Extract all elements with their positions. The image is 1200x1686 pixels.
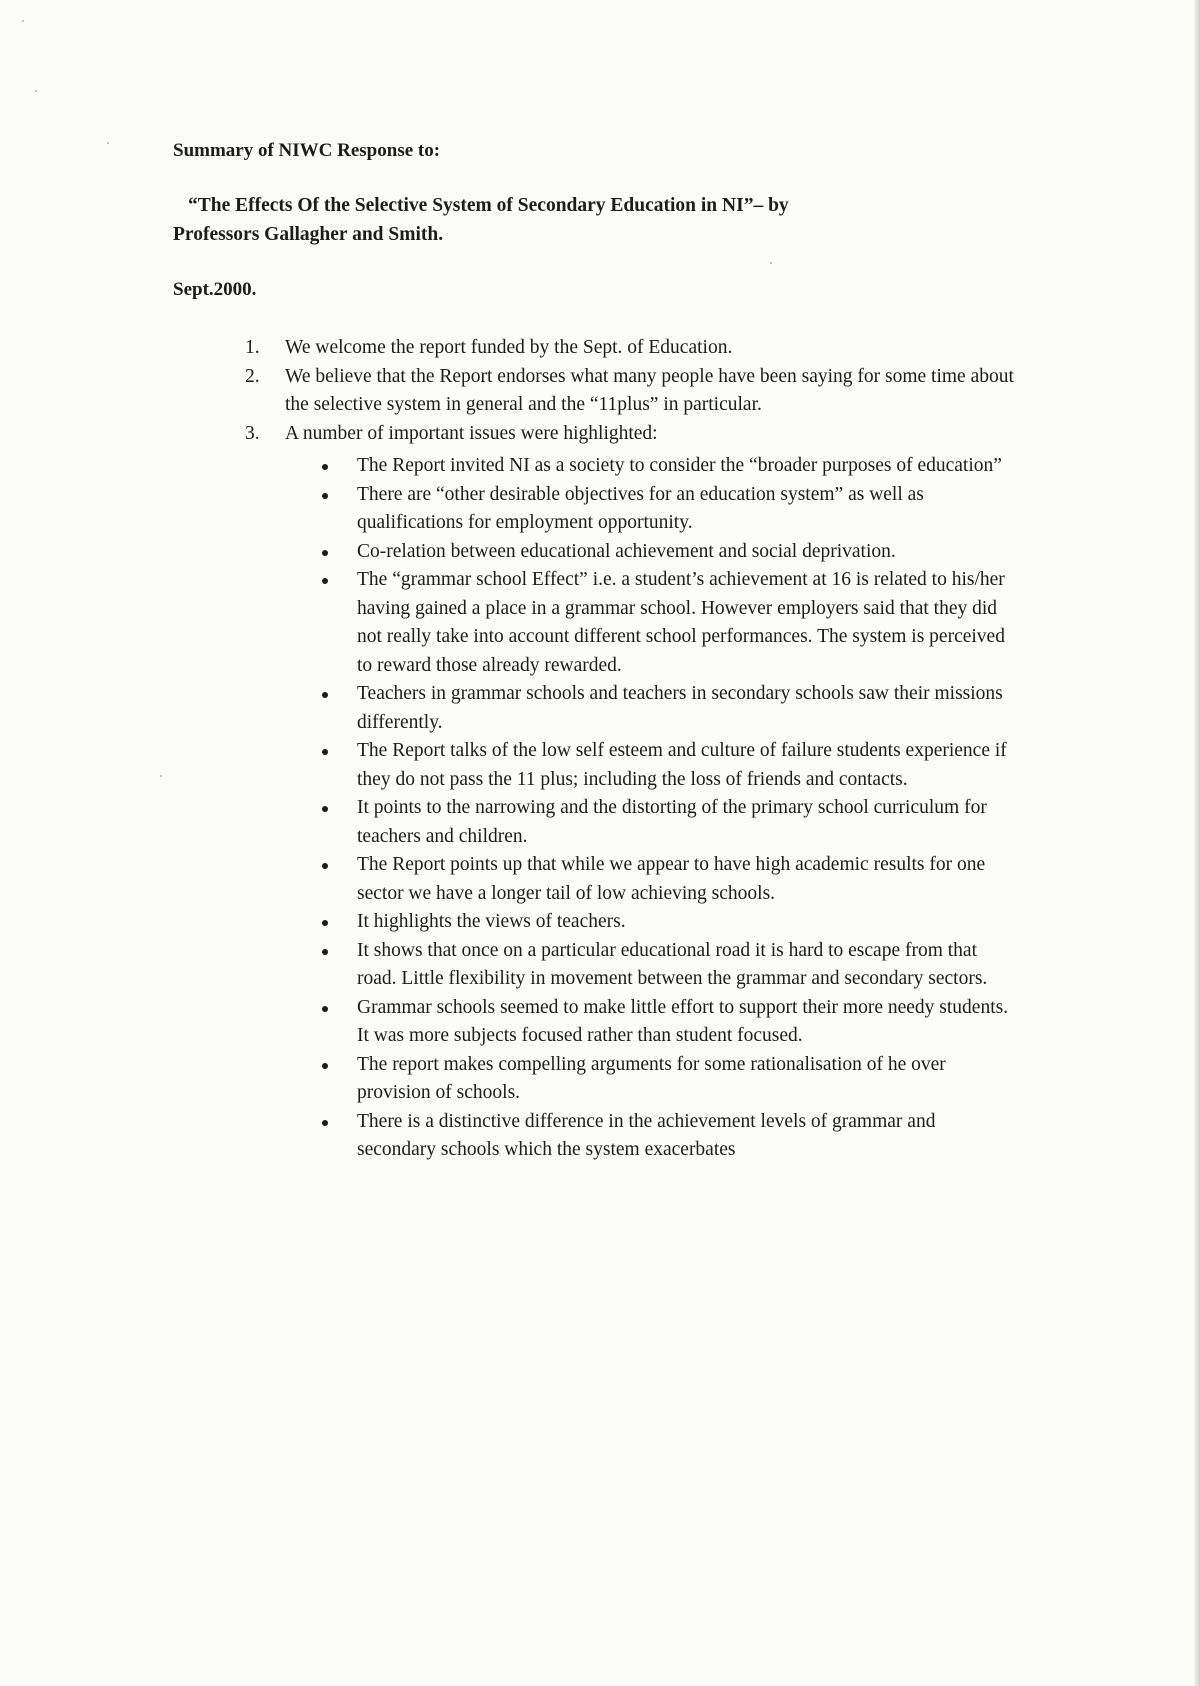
bullet-text: Teachers in grammar schools and teachers in secondary schools saw their missions differently.: [357, 683, 1003, 733]
bullet-text: The Report points up that while we appear to have high academic results for one sector we have a longer tail of low achieving schools.: [357, 854, 986, 904]
list-item: [245, 363, 1035, 420]
bullet-text: It highlights the views of teachers.: [357, 911, 626, 932]
bullet-icon: [322, 806, 328, 812]
bullet-item: [317, 994, 1017, 1051]
bullet-text: There is a distinctive difference in the achievement levels of grammar and secondary schools which the system exacerbates: [357, 1110, 936, 1160]
scan-speck: [160, 775, 162, 777]
bullet-text: The Report invited NI as a society to consider the “broader purposes of education”: [357, 455, 1002, 476]
bullet-item: [317, 1108, 1017, 1165]
bullet-icon: [322, 493, 328, 499]
document-title: Summary of NIWC Response to:: [173, 140, 441, 161]
bullet-item: [317, 680, 1017, 737]
document-date: Sept.2000.: [173, 279, 257, 300]
bullet-icon: [322, 550, 328, 556]
bullet-item: [317, 481, 1017, 538]
bullet-icon: [322, 692, 328, 698]
bullet-icon: [322, 464, 328, 470]
list-item: [245, 334, 1035, 363]
bullet-icon: [322, 1006, 328, 1012]
bullet-text: The “grammar school Effect” i.e. a student’s achievement at 16 is related to his/her having gained a place in a grammar school. However employers said that they did not really take into account different school performances. The system is perceived to reward those already rewarded.: [357, 569, 1005, 676]
numbered-list: [245, 334, 1035, 1165]
document-subtitle: [173, 191, 973, 249]
bullet-icon: [322, 863, 328, 869]
bullet-text: It shows that once on a particular educational road it is hard to escape from that road. Little flexibility in movement between the grammar and secondary sectors.: [357, 939, 988, 989]
list-item-text: We welcome the report funded by the Sept. of Education.: [285, 337, 733, 358]
list-item-number: 1.: [245, 337, 260, 358]
bullet-text: Co-relation between educational achievement and social deprivation.: [357, 540, 896, 562]
list-item-text: A number of important issues were highlighted:: [285, 422, 658, 444]
bullet-text: Grammar schools seemed to make little effort to support their more needy students. It was more subjects focused rather than student focused.: [357, 996, 1009, 1046]
scan-speck: [22, 20, 24, 22]
bullet-icon: [322, 1063, 328, 1069]
bullet-text: There are “other desirable objectives for an education system” as well as qualifications for employment opportunity.: [357, 483, 924, 533]
bullet-icon: [322, 920, 328, 926]
bullet-item: [317, 1051, 1017, 1108]
bullet-icon: [322, 749, 328, 755]
bullet-item: [317, 452, 1017, 481]
bullet-item: [317, 937, 1017, 994]
bullet-item: [317, 794, 1017, 851]
bullet-item: [317, 737, 1017, 794]
bullet-item: [317, 851, 1017, 908]
list-item-text: We believe that the Report endorses what many people have been saying for some time about the selective system in general and the “11plus” in particular.: [285, 365, 1014, 415]
list-item-number: 2.: [245, 365, 260, 387]
subtitle-line-1: “The Effects Of the Selective System of Secondary Education in NI”– by: [188, 195, 789, 216]
subtitle-line-2: Professors Gallagher and Smith.: [173, 224, 444, 245]
bullet-icon: [322, 949, 328, 955]
bullet-text: It points to the narrowing and the distorting of the primary school curriculum for teachers and children.: [357, 797, 987, 847]
bullet-list: [317, 452, 1017, 1165]
bullet-text: The report makes compelling arguments for some rationalisation of he over provision of schools.: [357, 1053, 946, 1103]
scan-speck: [770, 262, 772, 264]
bullet-item: [317, 538, 1017, 567]
scan-speck: [107, 142, 109, 144]
bullet-icon: [322, 578, 328, 584]
bullet-icon: [322, 1120, 328, 1126]
bullet-item: [317, 908, 1017, 937]
scan-speck: [35, 90, 37, 92]
bullet-item: [317, 566, 1017, 680]
page-edge-shadow: [1194, 0, 1200, 1686]
bullet-text: The Report talks of the low self esteem and culture of failure students experience if they do not pass the 11 plus; including the loss of friends and contacts.: [357, 740, 1007, 790]
list-item: [245, 420, 1035, 1165]
list-item-number: 3.: [245, 422, 260, 444]
